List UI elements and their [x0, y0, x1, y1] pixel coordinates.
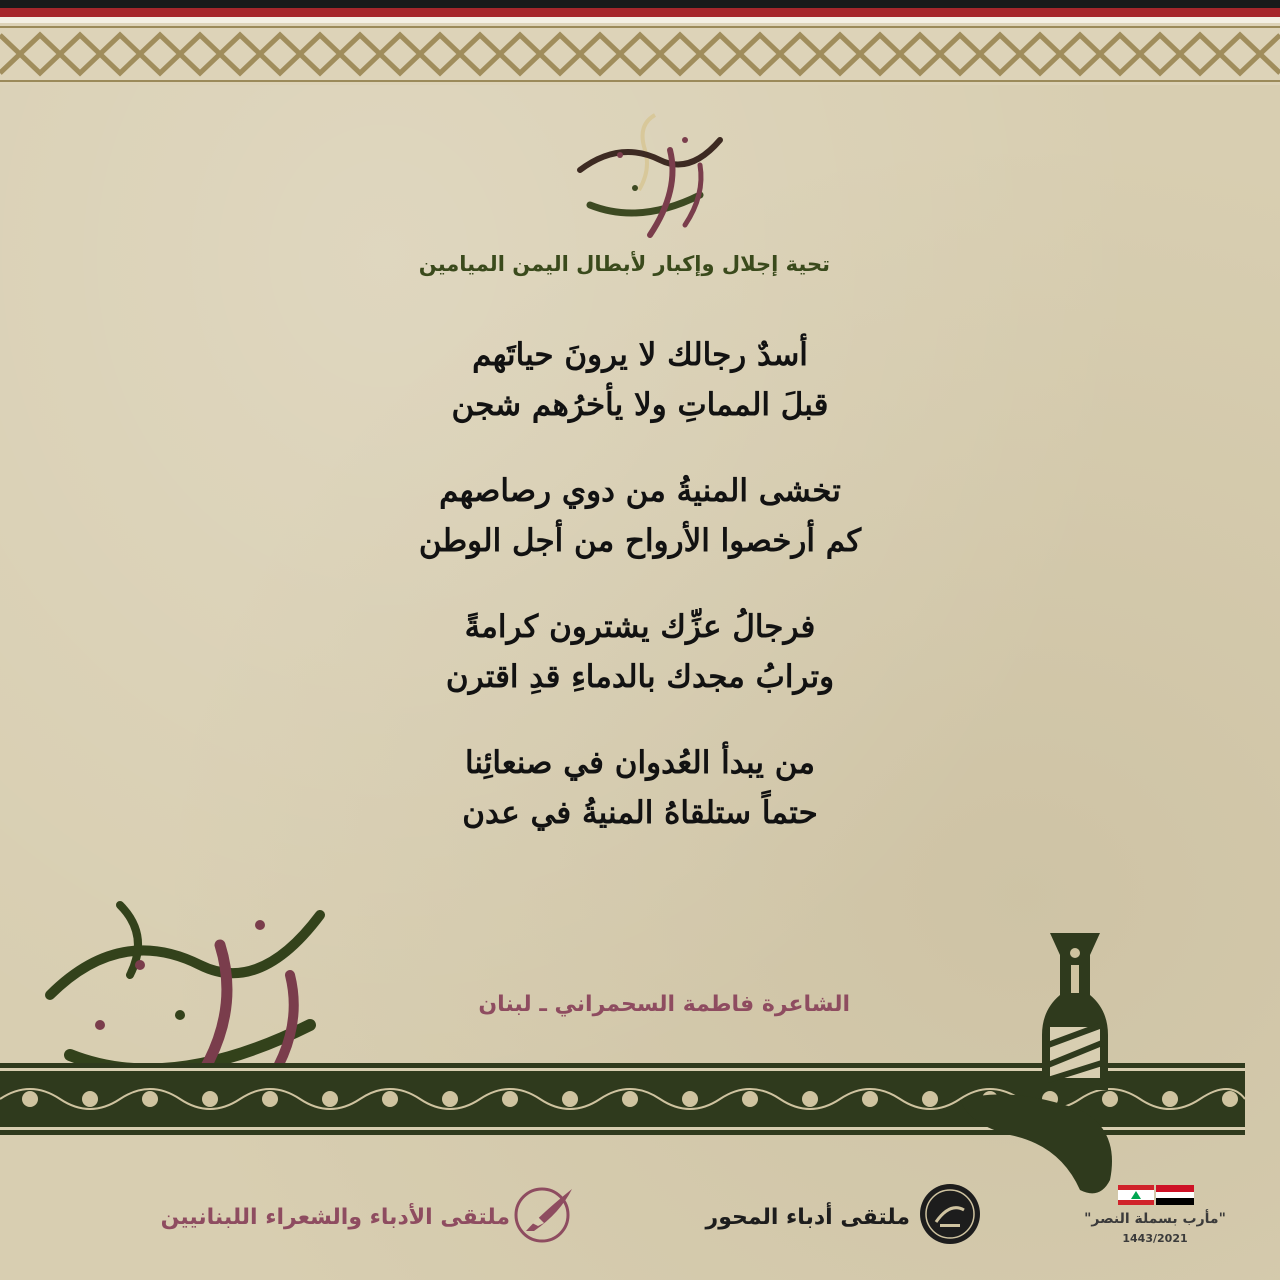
poem-line: أسدٌ رجالك لا يرونَ حياتَهم [472, 337, 808, 373]
poem-line: وترابُ مجدك بالدماءِ قدِ اقترن [445, 659, 835, 695]
calligraphy-logo-top [560, 110, 740, 250]
campaign-title: "مأرب بسملة النصر" [1084, 1211, 1226, 1227]
stanza [340, 466, 940, 566]
stanza [340, 738, 940, 838]
circle-emblem-icon [918, 1182, 982, 1246]
yemen-flag-icon [1156, 1185, 1194, 1205]
poem [340, 330, 940, 874]
poem-line: حتماً ستلقاهُ المنيةُ في عدن [462, 795, 818, 831]
stanza [340, 330, 940, 430]
poem-line: من يبدأ العُدوان في صنعائِنا [464, 745, 816, 781]
poem-line: كم أرخصوا الأرواح من أجل الوطن [418, 523, 862, 559]
top-strip-red [0, 8, 1280, 17]
lebanon-flag-icon [1118, 1185, 1154, 1205]
campaign-year: 1443/2021 [1122, 1232, 1188, 1245]
poem-line: تخشى المنيةُ من دوي رصاصهم [439, 473, 841, 509]
janbiya-dagger-icon [950, 925, 1230, 1200]
stanza [340, 602, 940, 702]
footer-org-left: ملتقى الأدباء والشعراء اللبنانيين [160, 1205, 510, 1230]
subtitle: تحية إجلال وإكبار لأبطال اليمن الميامين [418, 252, 830, 276]
flags-icon [1118, 1185, 1194, 1205]
top-strip-black [0, 0, 1280, 8]
footer-org-mid: ملتقى أدباء المحور [705, 1205, 910, 1230]
feather-cedar-icon [512, 1183, 578, 1243]
poem-line: فرجالُ عزِّك يشترون كرامةً [464, 609, 816, 645]
author-credit: الشاعرة فاطمة السحمراني ـ لبنان [478, 992, 850, 1017]
top-ornament-border [0, 23, 1280, 85]
poem-line: قبلَ المماتِ ولا يأخرُهم شجن [451, 387, 829, 423]
